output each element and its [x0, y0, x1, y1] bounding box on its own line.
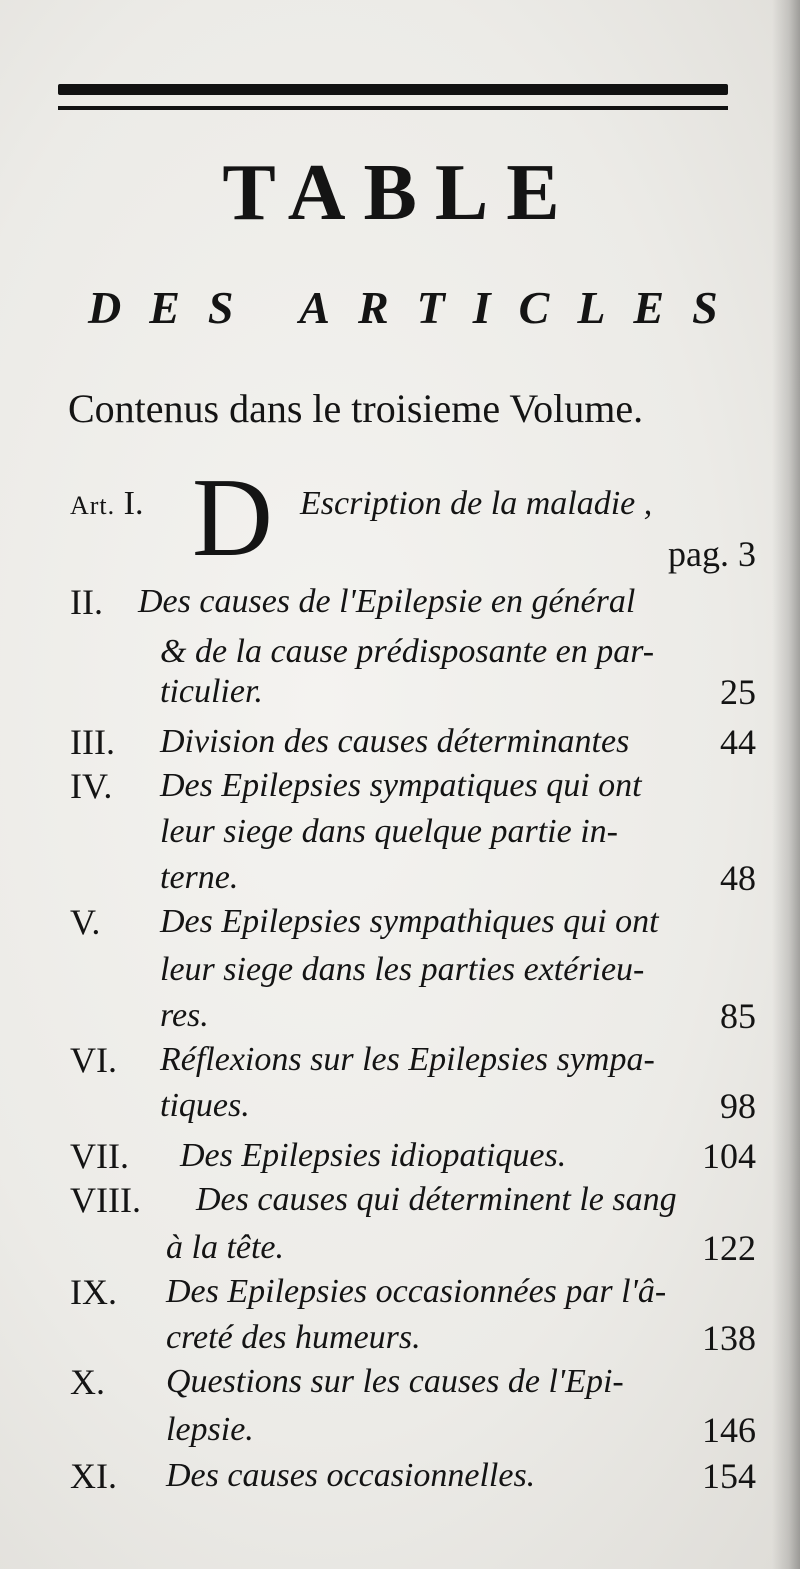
- entry-page-number: 85: [720, 996, 756, 1036]
- entry-page-number: 44: [720, 722, 756, 762]
- entry-page-number: 154: [702, 1456, 756, 1496]
- entry-text-line: Division des causes déterminantes: [160, 723, 630, 760]
- entry-text-line: lepsie.: [166, 1411, 254, 1448]
- entry-label: [70, 484, 144, 526]
- entry-number: IV.: [70, 766, 113, 806]
- entry-page-number: 25: [720, 672, 756, 712]
- entry-text-line: Des causes qui déterminent le sang: [196, 1181, 677, 1218]
- entry-text-line: creté des humeurs.: [166, 1319, 421, 1356]
- entry-page-number: 138: [702, 1318, 756, 1358]
- entry-text-line: Des Epilepsies occasionnées par l'â-: [166, 1273, 667, 1310]
- contents-line: Contenus dans le troisieme Volume.: [68, 386, 644, 431]
- header-rule-thin: [58, 106, 728, 110]
- entry-text-line: & de la cause prédisposante en par-: [160, 633, 655, 670]
- entry-text-line: Des causes occasionnelles.: [166, 1457, 536, 1494]
- entry-text-line: Des causes de l'Epilepsie en général: [138, 583, 636, 620]
- entry-number: III.: [70, 722, 115, 762]
- entry-number: II.: [70, 582, 103, 622]
- entry-number: VII.: [70, 1136, 129, 1176]
- entry-text-line: Des Epilepsies sympatiques qui ont: [160, 767, 642, 804]
- entry-number: IX.: [70, 1272, 117, 1312]
- entry-text-line: terne.: [160, 859, 239, 896]
- entry-page-number: 98: [720, 1086, 756, 1126]
- entry-page-number: 3: [738, 534, 756, 574]
- entry-number: X.: [70, 1362, 105, 1402]
- entry-text-line: ticulier.: [160, 673, 263, 710]
- entry-text-line: Des Epilepsies sympathiques qui ont: [160, 903, 659, 940]
- entry-page-number: 122: [702, 1228, 756, 1268]
- entry-text-line: res.: [160, 997, 209, 1034]
- page-title: TABLE: [222, 149, 578, 237]
- entry-text-line: Escription de la maladie ,: [300, 485, 653, 522]
- entry-page-prefix: pag.: [668, 534, 729, 574]
- entry-page-number: 48: [720, 858, 756, 898]
- entry-page-number: 146: [702, 1410, 756, 1450]
- drop-cap: D: [192, 456, 273, 580]
- entry-number: XI.: [70, 1456, 117, 1496]
- entry-text-line: Réflexions sur les Epilepsies sympa-: [160, 1041, 655, 1078]
- entry-number: V.: [70, 902, 101, 942]
- entry-page-number: 104: [702, 1136, 756, 1176]
- entry-text-line: leur siege dans les parties extérieu-: [160, 951, 645, 988]
- entry-text-line: leur siege dans quelque partie in-: [160, 813, 618, 850]
- entry-text-line: Questions sur les causes de l'Epi-: [166, 1363, 624, 1400]
- entry-text-line: tiques.: [160, 1087, 250, 1124]
- page-subtitle: DES ARTICLES: [88, 282, 746, 333]
- entry-text-line: à la tête.: [166, 1229, 285, 1266]
- entry-number: I.: [123, 485, 144, 522]
- entry-number: VIII.: [70, 1180, 141, 1220]
- header-rule-thick: [58, 84, 728, 95]
- entry-page: [668, 534, 756, 574]
- entry-label-prefix: Art.: [70, 491, 116, 520]
- entry-text-line: Des Epilepsies idiopatiques.: [180, 1137, 567, 1174]
- entry-number: VI.: [70, 1040, 117, 1080]
